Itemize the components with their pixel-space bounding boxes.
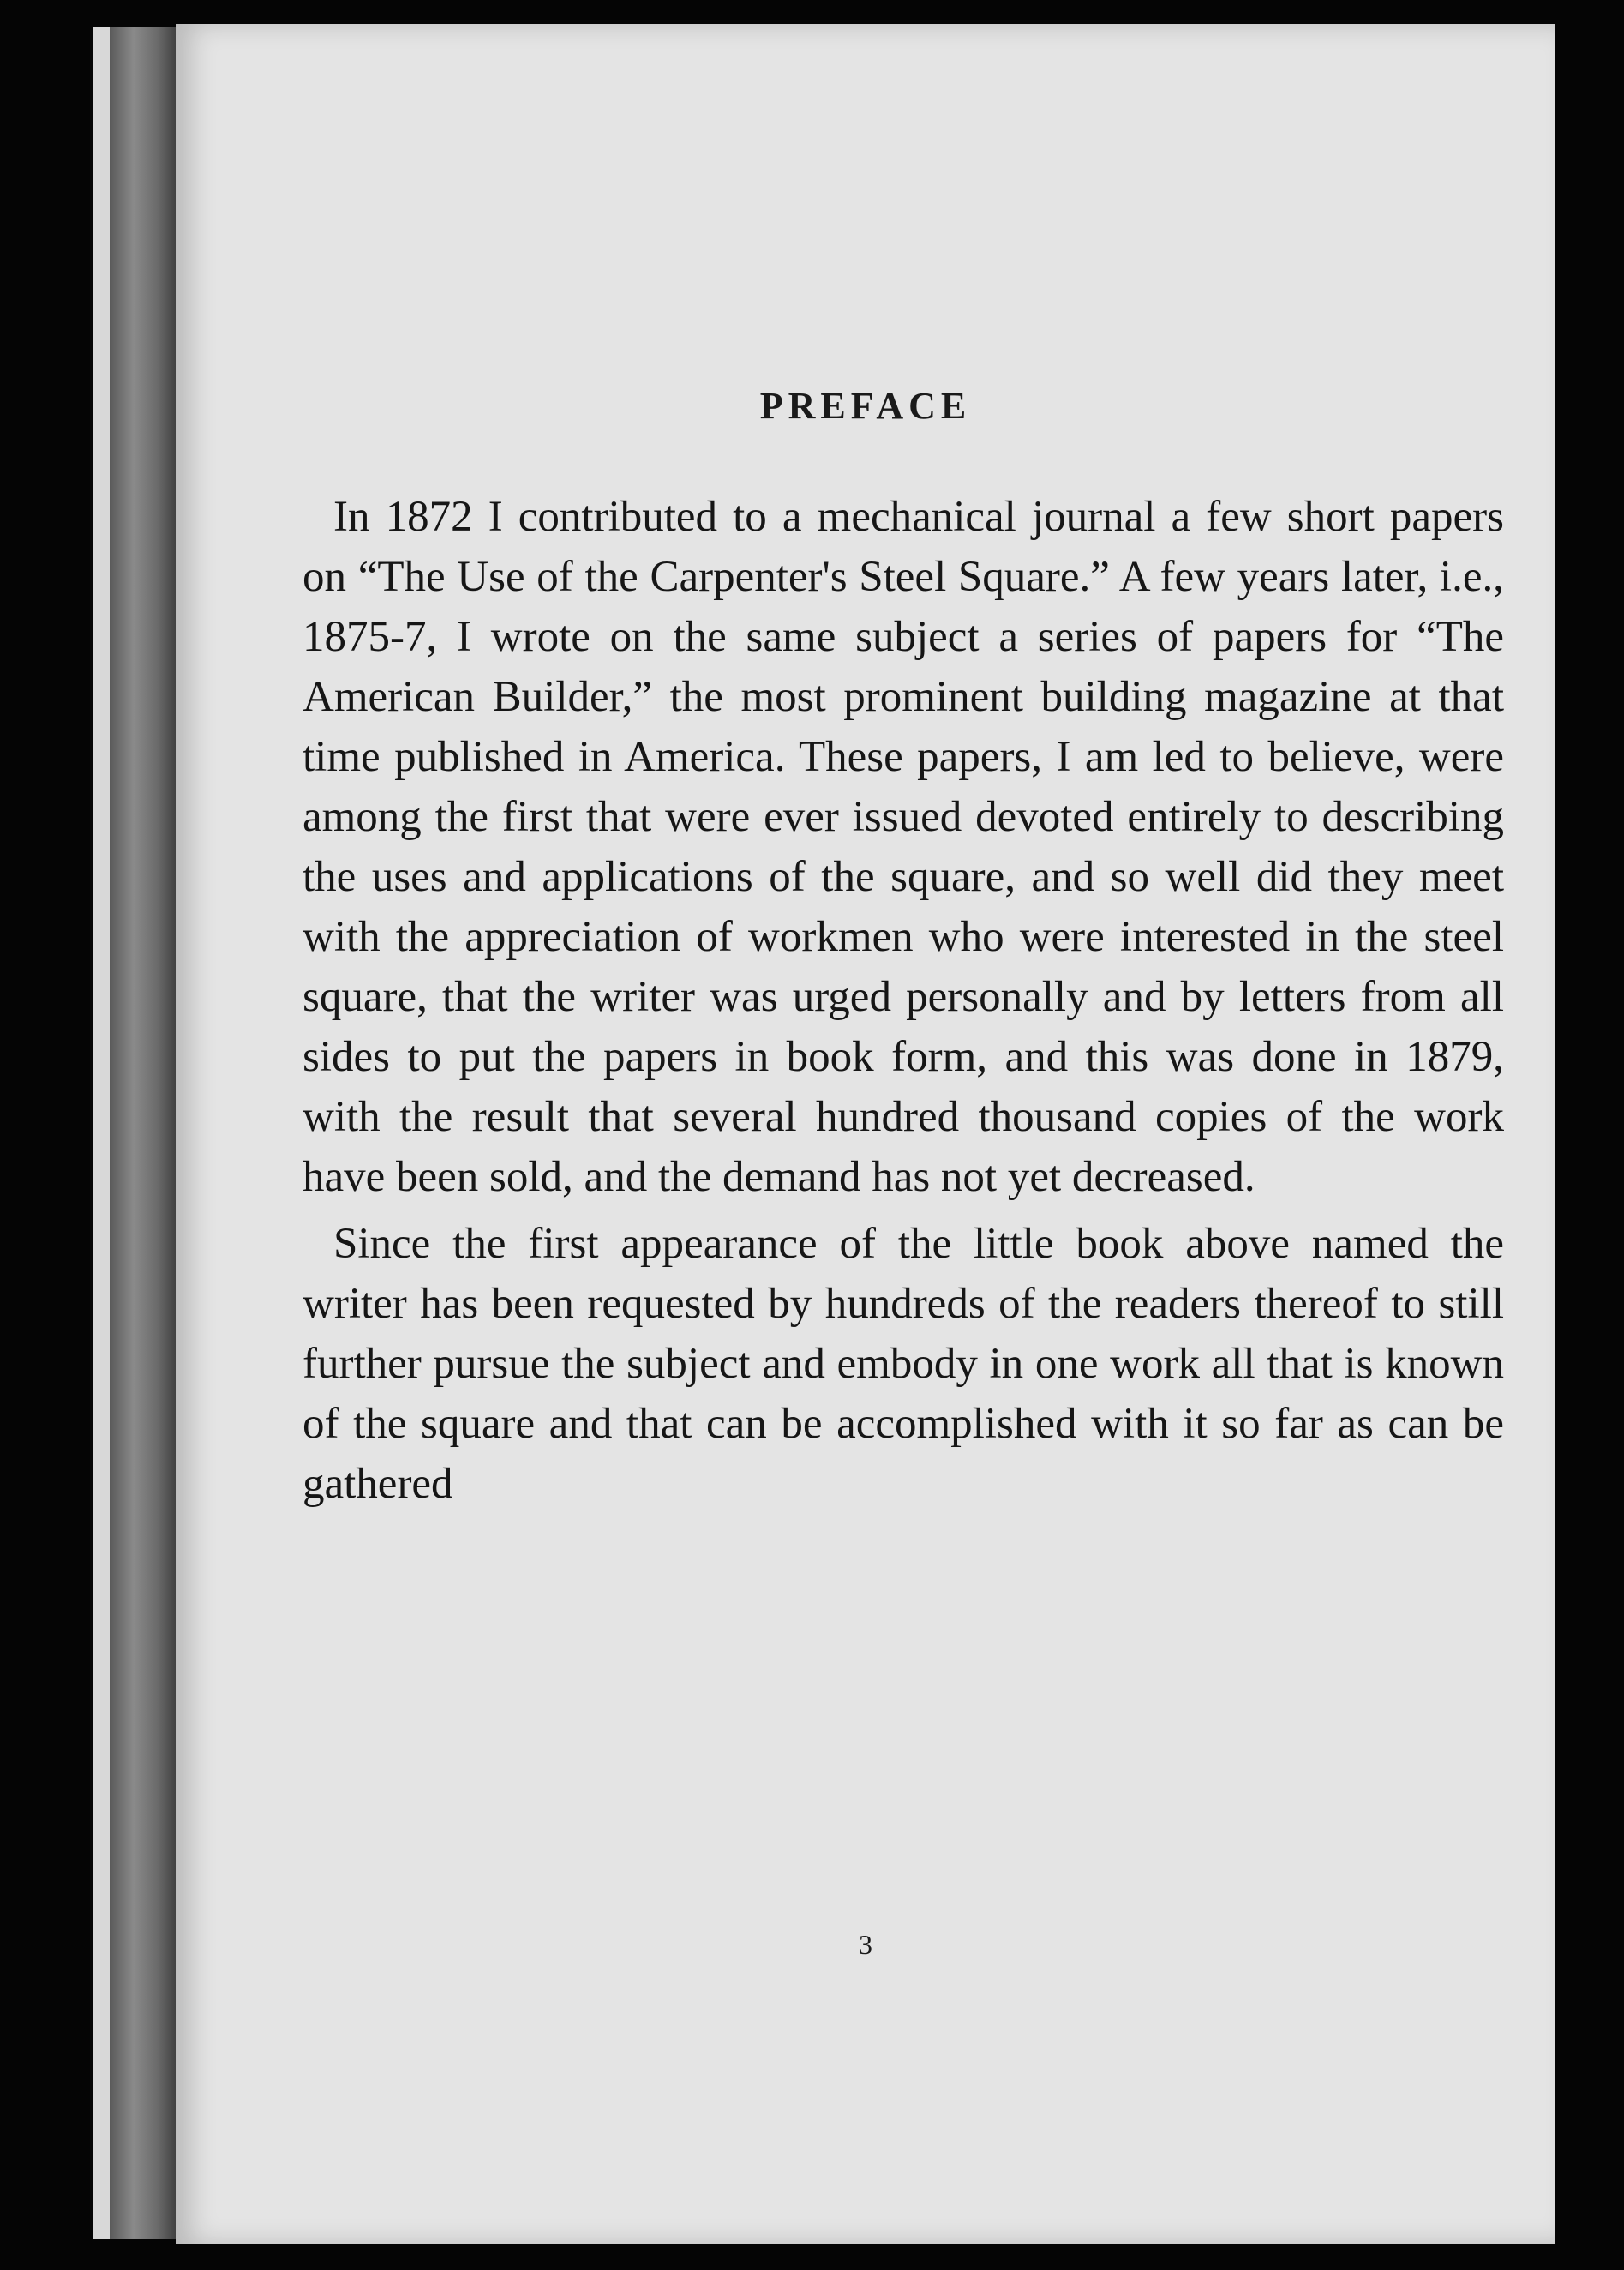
paragraph-2: Since the first appearance of the little book above named the writer has been requested by hundreds of the readers thereof to still further pursue the subject and embody in one work all that is known of the square and that can be accomplished with it so far as can be gathered	[303, 1220, 1504, 1508]
book-gutter	[110, 27, 178, 2239]
book-page	[176, 24, 1555, 2244]
body-text	[303, 487, 1504, 1514]
paragraph-1: In 1872 I contributed to a mechanical journal a few short papers on “The Use of the Carpenter's Steel Square.” A few years later, i.e., 1875-7, I wrote on the same subject a series of papers for “The American Builder,” the most prominent building magazine at that time published in America. These papers, I am led to believe, were among the first that were ever issued devoted entirely to describing the uses and applications of the square, and so well did they meet with the appreciation of workmen who were interested in the steel square, that the writer was urged personally and by letters from all sides to put the papers in book form, and this was done in 1879, with the result that several hundred thousand copies of the work have been sold, and the demand has not yet decreased.	[303, 493, 1504, 1201]
facing-page-edge	[93, 27, 111, 2239]
page-number: 3	[859, 1929, 872, 1960]
page-heading: PREFACE	[759, 385, 972, 427]
